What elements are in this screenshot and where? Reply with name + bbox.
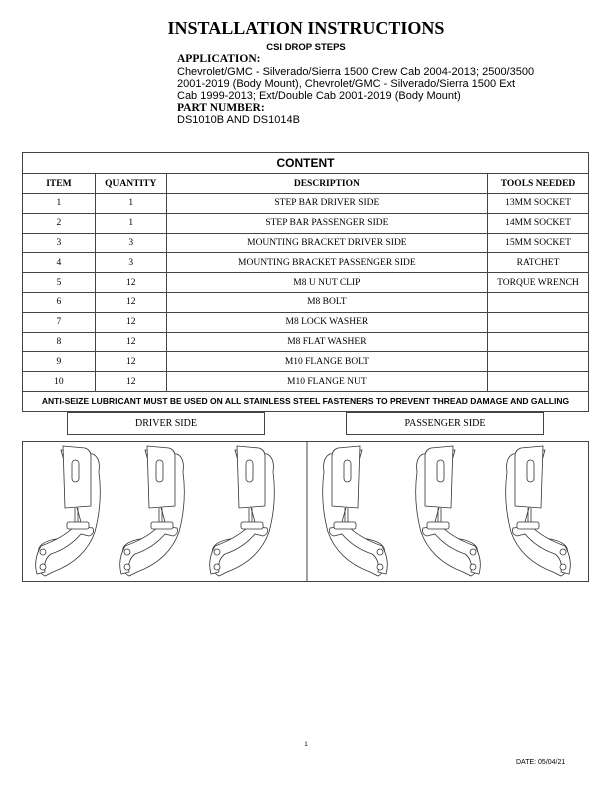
quantity-cell: 3 [95, 253, 166, 273]
quantity-cell: 12 [95, 332, 166, 352]
table-row [23, 233, 589, 253]
description-cell: STEP BAR DRIVER SIDE [166, 194, 487, 214]
tools-cell [488, 312, 589, 332]
table-row [23, 292, 589, 312]
description-cell: M10 FLANGE NUT [166, 372, 487, 392]
item-cell: 7 [23, 312, 96, 332]
description-cell: M8 BOLT [166, 292, 487, 312]
part-number-label: PART NUMBER: [177, 101, 265, 114]
description-cell: MOUNTING BRACKET PASSENGER SIDE [166, 253, 487, 273]
table-row [23, 312, 589, 332]
description-cell: M8 LOCK WASHER [166, 312, 487, 332]
quantity-cell: 1 [95, 194, 166, 214]
description-cell: STEP BAR PASSENGER SIDE [166, 213, 487, 233]
driver-side-label: DRIVER SIDE [67, 412, 265, 435]
table-row [23, 352, 589, 372]
item-cell: 8 [23, 332, 96, 352]
application-line: Cab 1999-2013; Ext/Double Cab 2001-2019 (Body Mount) [177, 89, 461, 102]
bracket-illustrations [22, 441, 589, 582]
quantity-cell: 1 [95, 213, 166, 233]
application-label: APPLICATION: [177, 53, 261, 65]
bracket-drawings [23, 442, 588, 581]
page-title: INSTALLATION INSTRUCTIONS [167, 18, 445, 38]
tools-cell [488, 352, 589, 372]
item-cell: 4 [23, 253, 96, 273]
table-row [23, 194, 589, 214]
passenger-bracket-2 [416, 446, 481, 576]
table-title: CONTENT [23, 153, 589, 174]
date: DATE: 05/04/21 [516, 759, 566, 766]
description-cell: MOUNTING BRACKET DRIVER SIDE [166, 233, 487, 253]
subtitle: CSI DROP STEPS [266, 42, 346, 53]
passenger-bracket-1 [323, 446, 388, 576]
tools-cell: 15MM SOCKET [488, 233, 589, 253]
quantity-cell: 3 [95, 233, 166, 253]
table-row [23, 253, 589, 273]
item-cell: 6 [23, 292, 96, 312]
description-cell: M8 U NUT CLIP [166, 273, 487, 293]
column-header: DESCRIPTION [166, 174, 487, 194]
anti-seize-note: ANTI-SEIZE LUBRICANT MUST BE USED ON ALL STAINLESS STEEL FASTENERS TO PREVENT THREAD DAMAGE AND GALLING [23, 391, 589, 411]
quantity-cell: 12 [95, 312, 166, 332]
header-info [177, 53, 597, 126]
tools-cell [488, 332, 589, 352]
item-cell: 10 [23, 372, 96, 392]
driver-bracket-1 [36, 446, 101, 576]
quantity-cell: 12 [95, 292, 166, 312]
tools-cell: TORQUE WRENCH [488, 273, 589, 293]
page-number: 1 [304, 742, 308, 748]
item-cell: 9 [23, 352, 96, 372]
passenger-side-label: PASSENGER SIDE [346, 412, 544, 435]
application-line: Chevrolet/GMC - Silverado/Sierra 1500 Crew Cab 2004-2013; 2500/3500 [177, 65, 535, 78]
column-header: ITEM [23, 174, 96, 194]
quantity-cell: 12 [95, 352, 166, 372]
tools-cell: RATCHET [488, 253, 589, 273]
tools-cell [488, 292, 589, 312]
application-line: 2001-2019 (Body Mount), Chevrolet/GMC - Silverado/Sierra 1500 Ext [177, 77, 516, 90]
item-cell: 2 [23, 213, 96, 233]
part-number: DS1010B AND DS1014B [177, 114, 300, 126]
description-cell: M10 FLANGE BOLT [166, 352, 487, 372]
quantity-cell: 12 [95, 372, 166, 392]
tools-cell [488, 372, 589, 392]
table-row [23, 273, 589, 293]
column-header: QUANTITY [95, 174, 166, 194]
table-row [23, 372, 589, 392]
item-cell: 5 [23, 273, 96, 293]
driver-bracket-3 [210, 446, 275, 576]
quantity-cell: 12 [95, 273, 166, 293]
driver-bracket-2 [120, 446, 185, 576]
tools-cell: 13MM SOCKET [488, 194, 589, 214]
table-row [23, 213, 589, 233]
description-cell: M8 FLAT WASHER [166, 332, 487, 352]
passenger-bracket-3 [506, 446, 571, 576]
content-table [22, 152, 589, 412]
item-cell: 1 [23, 194, 96, 214]
table-row [23, 332, 589, 352]
tools-cell: 14MM SOCKET [488, 213, 589, 233]
column-header: TOOLS NEEDED [488, 174, 589, 194]
item-cell: 3 [23, 233, 96, 253]
